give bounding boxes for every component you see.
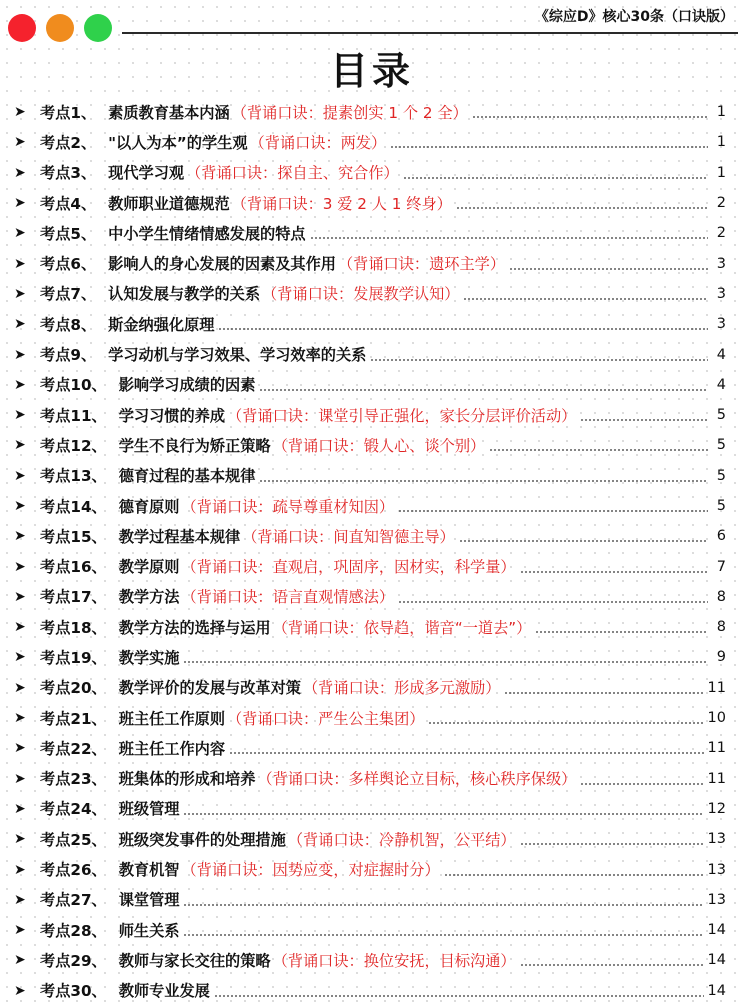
toc-item-topic: 教学方法的选择与运用 xyxy=(118,618,271,637)
toc-item-page-number: 4 xyxy=(716,346,726,363)
bullet-arrow-icon: ➤ xyxy=(14,619,26,636)
table-of-contents xyxy=(14,97,726,1006)
toc-item-page-number: 9 xyxy=(716,649,726,666)
dot-leader xyxy=(580,419,708,421)
dot-leader xyxy=(463,298,708,300)
toc-item-page-number: 5 xyxy=(716,437,726,454)
toc-row[interactable] xyxy=(14,430,726,460)
toc-item-page-number: 3 xyxy=(716,316,726,333)
toc-item-number: 考点28、 xyxy=(40,921,107,940)
toc-item-number: 考点9、 xyxy=(40,346,97,365)
bullet-arrow-icon: ➤ xyxy=(14,376,26,393)
dot-leader xyxy=(370,359,708,361)
bullet-arrow-icon: ➤ xyxy=(14,679,26,696)
toc-item-topic: 班级管理 xyxy=(118,800,180,819)
bullet-arrow-icon: ➤ xyxy=(14,710,26,727)
toc-item-mnemonic: （背诵口诀：遗环主学） xyxy=(337,255,506,274)
toc-item-page-number: 1 xyxy=(716,104,726,121)
green-dot xyxy=(84,14,112,42)
toc-item-number: 考点12、 xyxy=(40,436,107,455)
toc-item-topic: 认知发展与教学的关系 xyxy=(108,285,261,304)
toc-item-topic: 班主任工作内容 xyxy=(118,739,226,758)
bullet-arrow-icon: ➤ xyxy=(14,891,26,908)
dot-leader xyxy=(183,904,703,906)
toc-row[interactable] xyxy=(14,158,726,188)
toc-row[interactable] xyxy=(14,279,726,309)
bullet-arrow-icon: ➤ xyxy=(14,195,26,212)
toc-item-page-number: 8 xyxy=(716,588,726,605)
toc-item-number: 考点2、 xyxy=(40,133,97,152)
toc-row[interactable] xyxy=(14,97,726,127)
toc-item-page-number: 8 xyxy=(716,619,726,636)
toc-item-page-number: 5 xyxy=(716,498,726,514)
toc-item-page-number: 13 xyxy=(707,861,726,878)
toc-item-topic: 班集体的形成和培养 xyxy=(118,770,256,789)
bullet-arrow-icon: ➤ xyxy=(14,770,26,787)
toc-item-page-number: 2 xyxy=(716,225,726,242)
toc-item-page-number: 6 xyxy=(716,528,726,545)
orange-dot xyxy=(46,14,74,42)
toc-item-mnemonic: （背诵口诀：多样舆论立目标，核心秩序保级） xyxy=(257,770,577,789)
toc-item-page-number: 11 xyxy=(707,770,726,787)
toc-item-mnemonic: （背诵口诀：间直知智德主导） xyxy=(242,527,455,546)
dot-leader xyxy=(183,934,703,936)
toc-item-page-number: 11 xyxy=(707,740,726,757)
bullet-arrow-icon: ➤ xyxy=(14,498,26,514)
toc-item-topic: 教育机智 xyxy=(118,861,180,880)
toc-item-mnemonic: （背诵口诀：直观启，巩固序，因材实，科学量） xyxy=(181,558,516,577)
toc-item-page-number: 14 xyxy=(707,952,726,969)
toc-item-number: 考点10、 xyxy=(40,376,107,395)
dot-leader xyxy=(398,510,708,512)
toc-item-page-number: 5 xyxy=(716,407,726,424)
toc-item-number: 考点13、 xyxy=(40,467,107,486)
window-dots xyxy=(8,14,112,42)
toc-item-number: 考点18、 xyxy=(40,618,107,637)
dot-leader xyxy=(520,964,704,966)
toc-row[interactable] xyxy=(14,612,726,642)
toc-row[interactable] xyxy=(14,733,726,763)
toc-item-mnemonic: （背诵口诀：探自主、究合作） xyxy=(186,164,399,183)
dot-leader xyxy=(456,207,708,209)
toc-item-page-number: 10 xyxy=(707,710,726,727)
dot-leader xyxy=(403,177,708,179)
toc-row[interactable] xyxy=(14,642,726,672)
toc-item-topic: 教学方法 xyxy=(118,588,180,607)
toc-row[interactable] xyxy=(14,794,726,824)
toc-row[interactable] xyxy=(14,188,726,218)
toc-item-topic: 班级突发事件的处理措施 xyxy=(118,830,286,849)
toc-item-mnemonic: （背诵口诀：课堂引导正强化，家长分层评价活动） xyxy=(227,406,577,425)
toc-item-topic: 德育过程的基本规律 xyxy=(118,467,256,486)
toc-row[interactable] xyxy=(14,885,726,915)
toc-item-page-number: 13 xyxy=(707,831,726,848)
dot-leader xyxy=(504,692,703,694)
dot-leader xyxy=(229,752,704,754)
toc-item-number: 考点24、 xyxy=(40,800,107,819)
toc-row[interactable] xyxy=(14,915,726,945)
toc-item-page-number: 12 xyxy=(707,800,726,817)
toc-item-topic: 影响学习成绩的因素 xyxy=(118,376,256,395)
bullet-arrow-icon: ➤ xyxy=(14,649,26,666)
toc-item-topic: 学习动机与学习效果、学习效率的关系 xyxy=(108,346,367,365)
dot-leader xyxy=(310,237,708,239)
bullet-arrow-icon: ➤ xyxy=(14,407,26,424)
toc-item-page-number: 14 xyxy=(707,982,726,999)
toc-item-topic: 中小学生情绪情感发展的特点 xyxy=(108,224,306,243)
dot-leader xyxy=(214,995,704,997)
toc-row[interactable] xyxy=(14,582,726,612)
bullet-arrow-icon: ➤ xyxy=(14,922,26,939)
toc-item-topic: 现代学习观 xyxy=(108,164,185,183)
bullet-arrow-icon: ➤ xyxy=(14,800,26,817)
toc-row[interactable] xyxy=(14,218,726,248)
toc-item-number: 考点7、 xyxy=(40,285,97,304)
toc-item-topic: 师生关系 xyxy=(118,921,180,940)
toc-item-page-number: 4 xyxy=(716,376,726,393)
toc-item-topic: 斯金纳强化原理 xyxy=(108,315,215,334)
document-header-title: 《综应D》核心30条（口诀版） xyxy=(534,9,734,25)
toc-item-page-number: 5 xyxy=(716,467,726,484)
bullet-arrow-icon: ➤ xyxy=(14,437,26,454)
toc-item-page-number: 3 xyxy=(716,255,726,272)
dot-leader xyxy=(535,631,708,633)
toc-item-mnemonic: （背诵口诀：锻人心、谈个别） xyxy=(272,436,486,455)
toc-item-mnemonic: （背诵口诀：两发） xyxy=(249,133,387,152)
toc-item-page-number: 1 xyxy=(716,134,726,151)
toc-item-number: 考点22、 xyxy=(40,739,107,758)
toc-item-topic: "以人为本”的学生观 xyxy=(108,133,248,152)
toc-item-number: 考点21、 xyxy=(40,709,107,728)
toc-item-number: 考点27、 xyxy=(40,891,107,910)
toc-row[interactable] xyxy=(14,248,726,278)
dot-leader xyxy=(218,328,708,330)
toc-item-mnemonic: （背诵口诀：换位安抚，目标沟通） xyxy=(272,951,516,970)
dot-leader xyxy=(520,843,704,845)
toc-row[interactable] xyxy=(14,521,726,551)
toc-item-topic: 素质教育基本内涵 xyxy=(108,103,230,122)
toc-row[interactable] xyxy=(14,127,726,157)
bullet-arrow-icon: ➤ xyxy=(14,285,26,302)
toc-item-number: 考点15、 xyxy=(40,527,107,546)
toc-item-mnemonic: （背诵口诀：发展教学认知） xyxy=(262,285,460,304)
toc-item-mnemonic: （背诵口诀：因势应变，对症握时分） xyxy=(181,861,440,880)
toc-row[interactable] xyxy=(14,400,726,430)
toc-item-number: 考点14、 xyxy=(40,497,107,516)
toc-item-topic: 教师专业发展 xyxy=(118,982,210,1001)
toc-item-topic: 课堂管理 xyxy=(118,891,180,910)
toc-row[interactable] xyxy=(14,461,726,491)
toc-item-mnemonic: （背诵口诀：冷静机智，公平结） xyxy=(287,830,516,849)
toc-item-page-number: 3 xyxy=(716,285,726,302)
toc-item-number: 考点1、 xyxy=(40,103,97,122)
toc-item-mnemonic: （背诵口诀：形成多元激励） xyxy=(302,679,501,698)
dot-leader xyxy=(509,268,708,270)
toc-row[interactable] xyxy=(14,824,726,854)
bullet-arrow-icon: ➤ xyxy=(14,558,26,575)
bullet-arrow-icon: ➤ xyxy=(14,316,26,333)
bullet-arrow-icon: ➤ xyxy=(14,982,26,999)
bullet-arrow-icon: ➤ xyxy=(14,861,26,878)
toc-item-number: 考点30、 xyxy=(40,982,107,1001)
toc-item-mnemonic: （背诵口诀：3 爱 2 人 1 终身） xyxy=(231,194,452,213)
toc-item-number: 考点6、 xyxy=(40,255,97,274)
dot-leader xyxy=(472,116,708,118)
toc-item-page-number: 13 xyxy=(707,891,726,908)
dot-leader xyxy=(580,783,703,785)
toc-item-number: 考点8、 xyxy=(40,315,97,334)
toc-item-topic: 德育原则 xyxy=(118,497,180,516)
toc-item-topic: 教学过程基本规律 xyxy=(118,527,241,546)
toc-item-mnemonic: （背诵口诀：语言直观情感法） xyxy=(181,588,395,607)
bullet-arrow-icon: ➤ xyxy=(14,952,26,969)
bullet-arrow-icon: ➤ xyxy=(14,740,26,757)
toc-row[interactable] xyxy=(14,764,726,794)
toc-item-page-number: 2 xyxy=(716,195,726,212)
toc-item-mnemonic: （背诵口诀：疏导尊重材知因） xyxy=(181,497,395,516)
toc-row[interactable] xyxy=(14,976,726,1006)
toc-row[interactable] xyxy=(14,551,726,581)
toc-row[interactable] xyxy=(14,945,726,975)
toc-row[interactable] xyxy=(14,703,726,733)
toc-item-topic: 学习习惯的养成 xyxy=(118,406,226,425)
toc-item-number: 考点29、 xyxy=(40,951,107,970)
toc-row[interactable] xyxy=(14,491,726,521)
toc-item-number: 考点16、 xyxy=(40,558,107,577)
bullet-arrow-icon: ➤ xyxy=(14,346,26,363)
dot-leader xyxy=(398,601,708,603)
bullet-arrow-icon: ➤ xyxy=(14,255,26,272)
toc-row[interactable] xyxy=(14,673,726,703)
toc-item-number: 考点4、 xyxy=(40,194,97,213)
toc-item-page-number: 11 xyxy=(707,679,726,696)
bullet-arrow-icon: ➤ xyxy=(14,588,26,605)
dot-leader xyxy=(520,571,708,573)
dot-leader xyxy=(459,540,708,542)
page-title: 目录 xyxy=(329,49,414,93)
toc-row[interactable] xyxy=(14,339,726,369)
toc-item-mnemonic: （背诵口诀：依导趋，谐音“一道去”） xyxy=(272,618,532,637)
header-divider xyxy=(122,32,738,34)
toc-item-mnemonic: （背诵口诀：提素创实 1 个 2 全） xyxy=(231,103,468,122)
bullet-arrow-icon: ➤ xyxy=(14,104,26,121)
bullet-arrow-icon: ➤ xyxy=(14,134,26,151)
toc-item-page-number: 7 xyxy=(716,558,726,575)
toc-item-topic: 班主任工作原则 xyxy=(118,709,226,728)
dot-leader xyxy=(183,661,708,663)
toc-item-topic: 教师与家长交往的策略 xyxy=(118,951,271,970)
dot-leader xyxy=(259,480,708,482)
toc-row[interactable] xyxy=(14,854,726,884)
toc-item-topic: 教学原则 xyxy=(118,558,180,577)
bullet-arrow-icon: ➤ xyxy=(14,467,26,484)
toc-item-topic: 教学实施 xyxy=(118,648,180,667)
toc-item-number: 考点5、 xyxy=(40,224,97,243)
toc-item-page-number: 1 xyxy=(716,164,726,181)
toc-item-topic: 教师职业道德规范 xyxy=(108,194,230,213)
toc-item-number: 考点19、 xyxy=(40,648,107,667)
toc-item-page-number: 14 xyxy=(707,922,726,939)
red-dot xyxy=(8,14,36,42)
dot-leader xyxy=(259,389,708,391)
toc-item-number: 考点25、 xyxy=(40,830,107,849)
toc-item-number: 考点17、 xyxy=(40,588,107,607)
dot-leader xyxy=(444,874,704,876)
bullet-arrow-icon: ➤ xyxy=(14,164,26,181)
bullet-arrow-icon: ➤ xyxy=(14,225,26,242)
toc-item-number: 考点20、 xyxy=(40,679,107,698)
toc-item-number: 考点3、 xyxy=(40,164,97,183)
toc-row[interactable] xyxy=(14,309,726,339)
toc-item-mnemonic: （背诵口诀：严生公主集团） xyxy=(227,709,425,728)
bullet-arrow-icon: ➤ xyxy=(14,528,26,545)
toc-item-number: 考点11、 xyxy=(40,406,107,425)
dot-leader xyxy=(183,813,703,815)
toc-item-number: 考点23、 xyxy=(40,770,107,789)
toc-item-number: 考点26、 xyxy=(40,861,107,880)
bullet-arrow-icon: ➤ xyxy=(14,831,26,848)
dot-leader xyxy=(428,722,703,724)
toc-item-topic: 影响人的身心发展的因素及其作用 xyxy=(108,255,336,274)
toc-row[interactable] xyxy=(14,370,726,400)
dot-leader xyxy=(390,146,708,148)
toc-item-topic: 学生不良行为矫正策略 xyxy=(118,436,271,455)
toc-item-topic: 教学评价的发展与改革对策 xyxy=(118,679,301,698)
dot-leader xyxy=(489,449,708,451)
